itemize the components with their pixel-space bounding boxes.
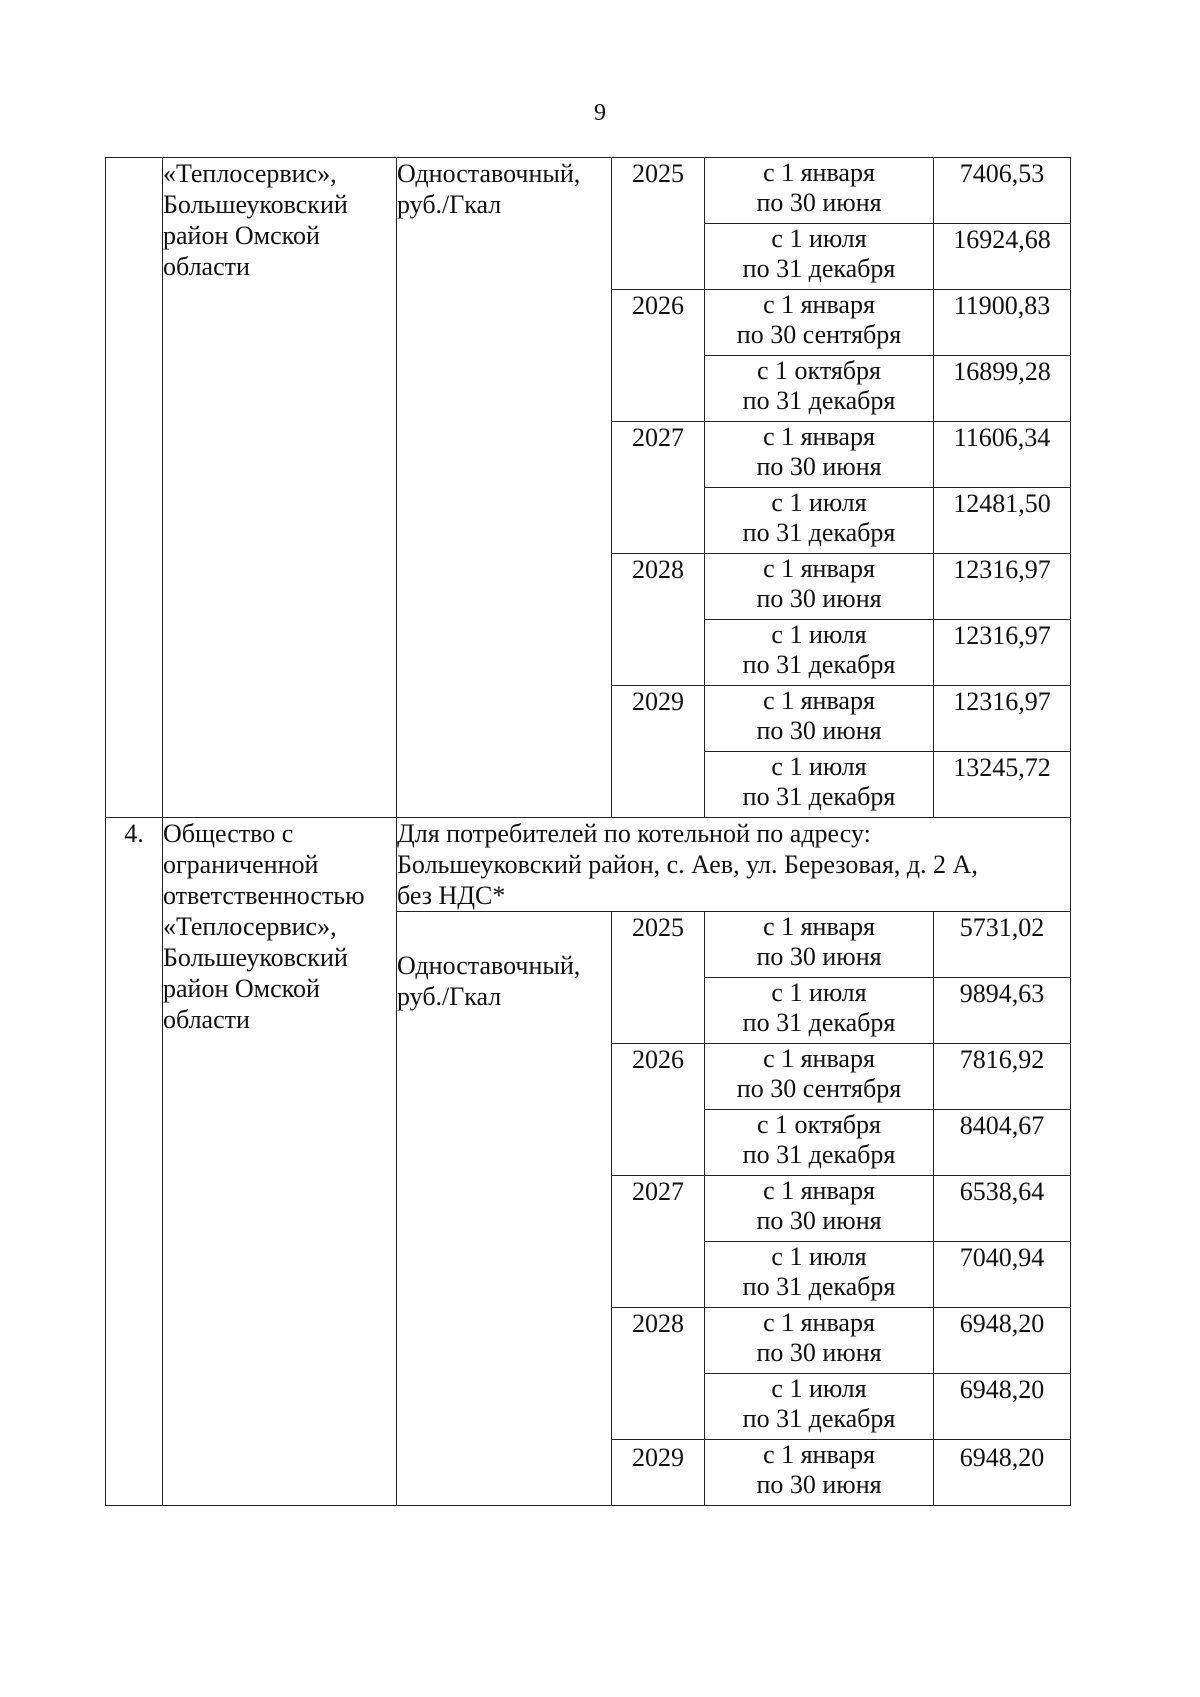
year-cell: 2029 — [612, 686, 705, 818]
year-cell: 2029 — [612, 1440, 705, 1506]
organization-line: «Теплосервис», — [163, 159, 337, 188]
tariff-value-cell: 7040,94 — [934, 1242, 1071, 1308]
year-cell: 2028 — [612, 1308, 705, 1440]
tariff-value-cell: 7816,92 — [934, 1044, 1071, 1110]
year-cell: 2027 — [612, 422, 705, 554]
tariff-table — [105, 157, 1071, 1506]
period-cell: с 1 января по 30 июня — [705, 554, 934, 620]
organization-line: Общество с — [163, 819, 294, 848]
tariff-value-cell: 9894,63 — [934, 978, 1071, 1044]
organization-line: области — [163, 252, 250, 281]
period-cell: с 1 июля по 31 декабря — [705, 752, 934, 818]
period-cell: с 1 января по 30 сентября — [705, 290, 934, 356]
tariff-type-line: руб./Гкал — [397, 982, 502, 1011]
year-cell: 2025 — [612, 912, 705, 1044]
tariff-value-cell: 16924,68 — [934, 224, 1071, 290]
tariff-type-line: Одноставочный, — [397, 159, 581, 188]
table-row — [106, 158, 1071, 224]
row-number-cell — [106, 158, 163, 818]
year-cell: 2026 — [612, 290, 705, 422]
period-cell: с 1 октября по 31 декабря — [705, 1110, 934, 1176]
tariff-value-cell: 12481,50 — [934, 488, 1071, 554]
period-cell: с 1 января по 30 июня — [705, 686, 934, 752]
period-cell: с 1 января по 30 июня — [705, 422, 934, 488]
period-cell: с 1 января по 30 июня — [705, 158, 934, 224]
organization-line: ограниченной — [163, 850, 319, 879]
period-cell: с 1 января по 30 июня — [705, 1440, 934, 1506]
consumer-line: Для потребителей по котельной по адресу: — [397, 819, 871, 848]
organization-line: район Омской — [163, 221, 320, 250]
tariff-value-cell: 12316,97 — [934, 620, 1071, 686]
tariff-value-cell: 11900,83 — [934, 290, 1071, 356]
tariff-value-cell: 12316,97 — [934, 686, 1071, 752]
organization-line: район Омской — [163, 974, 320, 1003]
organization-line: «Теплосервис», — [163, 912, 337, 941]
organization-line: Большеуковский — [163, 943, 348, 972]
table-row — [106, 818, 1071, 912]
row-number-cell: 4. — [106, 818, 163, 1506]
tariff-type-line: руб./Гкал — [397, 190, 502, 219]
consumer-description-cell — [397, 818, 1071, 912]
tariff-value-cell: 6538,64 — [934, 1176, 1071, 1242]
period-cell: с 1 января по 30 сентября — [705, 1044, 934, 1110]
tariff-value-cell: 7406,53 — [934, 158, 1071, 224]
consumer-line: Большеуковский район, с. Аев, ул. Березовая, д. 2 А, — [397, 850, 978, 879]
tariff-value-cell: 8404,67 — [934, 1110, 1071, 1176]
tariff-value-cell: 5731,02 — [934, 912, 1071, 978]
tariff-type-cell — [397, 158, 612, 818]
year-cell: 2026 — [612, 1044, 705, 1176]
tariff-value-cell: 13245,72 — [934, 752, 1071, 818]
organization-line: области — [163, 1005, 250, 1034]
period-cell: с 1 июля по 31 декабря — [705, 1242, 934, 1308]
tariff-value-cell: 12316,97 — [934, 554, 1071, 620]
tariff-value-cell: 6948,20 — [934, 1374, 1071, 1440]
year-cell: 2028 — [612, 554, 705, 686]
period-cell: с 1 июля по 31 декабря — [705, 978, 934, 1044]
consumer-line: без НДС* — [397, 881, 506, 910]
organization-line: ответственностью — [163, 881, 365, 910]
tariff-value-cell: 16899,28 — [934, 356, 1071, 422]
tariff-value-cell: 6948,20 — [934, 1440, 1071, 1506]
tariff-type-cell — [397, 912, 612, 1506]
year-cell: 2027 — [612, 1176, 705, 1308]
period-cell: с 1 октября по 31 декабря — [705, 356, 934, 422]
organization-line: Большеуковский — [163, 190, 348, 219]
period-cell: с 1 июля по 31 декабря — [705, 1374, 934, 1440]
organization-cell — [163, 158, 397, 818]
organization-cell — [163, 818, 397, 1506]
period-cell: с 1 июля по 31 декабря — [705, 620, 934, 686]
period-cell: с 1 января по 30 июня — [705, 1176, 934, 1242]
page-number: 9 — [594, 100, 606, 126]
tariff-value-cell: 11606,34 — [934, 422, 1071, 488]
period-cell: с 1 января по 30 июня — [705, 1308, 934, 1374]
period-cell: с 1 июля по 31 декабря — [705, 224, 934, 290]
period-cell: с 1 июля по 31 декабря — [705, 488, 934, 554]
period-cell: с 1 января по 30 июня — [705, 912, 934, 978]
tariff-type-line: Одноставочный, — [397, 951, 581, 980]
year-cell: 2025 — [612, 158, 705, 290]
tariff-value-cell: 6948,20 — [934, 1308, 1071, 1374]
